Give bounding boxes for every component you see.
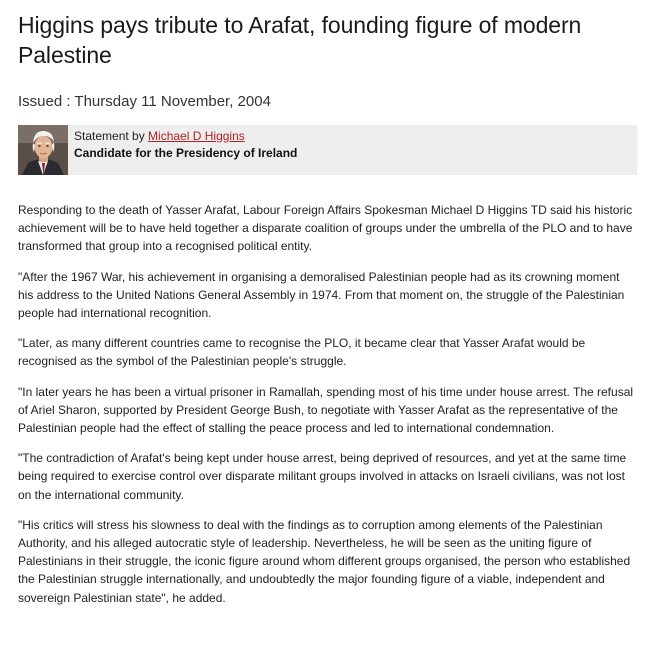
article-body (18, 201, 637, 607)
statement-prefix: Statement by (74, 129, 149, 143)
paragraph-3: "Later, as many different countries came to recognise the PLO, it became clear that Yasser Arafat would be recognised as the symbol of the Palestinian people's struggle. (18, 336, 586, 369)
paragraph-5: "The contradiction of Arafat's being kept under house arrest, being deprived of resources, and yet at the same time being required to exercise control over disparate militant groups involved in attacks on Israeli civilians, was not lost on the international community. (18, 451, 627, 502)
issued-date: Issued : Thursday 11 November, 2004 (18, 93, 271, 110)
paragraph-1: Responding to the death of Yasser Arafat, Labour Foreign Affairs Spokesman Michael D Higgins TD said his historic achievement will be to have held together a disparate coalition of groups under the umbrella of the PLO and to have transformed that group into a recognised political entity. (18, 203, 633, 254)
paragraph-4: "In later years he has been a virtual prisoner in Ramallah, spending most of his time under house arrest. The refusal of Ariel Sharon, supported by President George Bush, to negotiate with Yasser Arafat as the representative of the Palestinian people had the effect of stalling the peace process and led to international condemnation. (18, 384, 634, 436)
statement-text (68, 125, 297, 175)
statement-line (74, 128, 297, 145)
page-title: Higgins pays tribute to Arafat, founding figure of modern Palestine (18, 12, 582, 68)
author-role: Candidate for the Presidency of Ireland (74, 146, 298, 160)
avatar (18, 125, 68, 175)
paragraph-6: "His critics will stress his slowness to deal with the findings as to corruption among elements of the Palestinian Authority, and his alleged autocratic style of leadership. Nevertheless, he will be seen as the uniting figure of Palestinians in their struggle, the iconic figure around whom different groups organised, the person who established the Palestinian struggle internationally, and undoubtedly the major founding figure of a viable, independent and sovereign Palestinian state", he added. (18, 517, 631, 605)
statement-box (18, 125, 637, 175)
author-link[interactable]: Michael D Higgins (148, 129, 245, 143)
paragraph-2: "After the 1967 War, his achievement in organising a demoralised Palestinian people had as its crowning moment his address to the United Nations General Assembly in 1974. From that moment on, the struggle of the Palestinian people had international recognition. (18, 269, 625, 321)
portrait-photo-icon (18, 125, 68, 175)
